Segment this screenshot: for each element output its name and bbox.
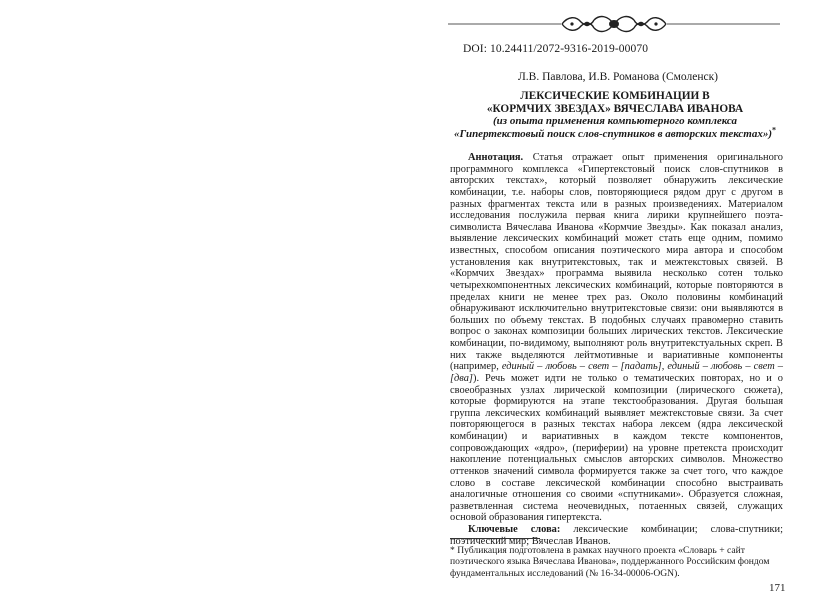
header-ornament: [448, 12, 780, 36]
footnote-divider: [450, 538, 540, 539]
abstract-paragraph: [450, 152, 783, 524]
authors: Л.В. Павлова, И.В. Романова (Смоленск): [518, 71, 719, 83]
abstract-label: Аннотация.: [468, 152, 524, 163]
abstract-example: единый – любовь – свет – [падать], единый – любовь – свет – [два]: [450, 361, 783, 384]
subtitle-line-2-text: «Гипертекстовый поиск слов-спутников в авторских текстах»): [454, 127, 772, 140]
abstract: [450, 152, 783, 547]
keywords-paragraph: [450, 524, 783, 547]
footnote-mark: *: [450, 545, 455, 556]
subtitle-line-1: (из опыта применения компьютерного комплекса: [493, 115, 737, 127]
title-footnote-mark: *: [771, 124, 776, 134]
abstract-text-part2: ). Речь может идти не только о тематических повторах, но и о своеобразных узлах лирической композиции (лирического сюжета), которые формируются на этапе текстообразования. Другая большая группа лексических комбинаций выявляет межтекстовые связи. За счет повторяющегося в разных текстах набора лексем (ядра лексической комбинации) и вариативных в каждом тексте компонентов, сопровождающих «ядро», (периферии) на уровне претекста происходит накопление потенциальных смыслов авторских символов. Множество оттенков значений символа формируется также за счет того, что каждое слово в составе лексической комбинации способно выстраивать аналогичные отношения со своими «спутниками». Образуется сложная, разветвленная система неочевидных, потаенных связей, служащих основой образования гипертекста.: [450, 372, 783, 524]
footnote-text: Публикация подготовлена в рамках научного проекта «Словарь + сайт поэтического языка Вячеслава Иванова», поддержанного Российским фондом фундаментальных исследований (№ 16-34-00006-OGN).: [450, 545, 770, 579]
title-line-1: ЛЕКСИЧЕСКИЕ КОМБИНАЦИИ В: [520, 90, 710, 102]
footnote-paragraph: [450, 545, 770, 579]
page-number: 171: [769, 582, 786, 594]
doi: DOI: 10.24411/2072-9316-2019-00070: [463, 43, 649, 55]
subtitle-line-2: [450, 124, 780, 141]
title-block: [450, 90, 780, 140]
footnote: [450, 545, 770, 579]
abstract-text-part1: Статья отражает опыт применения оригинального программного комплекса «Гипертекстовый поиск слов-спутников в авторских текстах», который позволяет обнаружить лексические комбинации, т.е. наборы слов, повторяющиеся рядом друг с другом в разных фрагментах текста или в разных произведениях. Материалом исследования послужила первая книга лирики крупнейшего поэта-символиста Вячеслава Иванова «Кормчие Звезды». Как показал анализ, выявление лексических комбинаций может стать еще одним, помимо известных, способом описания поэтического мира автора и способом установления как внутритекстовых, так и межтекстовых связей. В «Кормчих Звездах» программа выявила несколько сотен только четырехкомпонентных лексических комбинаций, которые повторяются в пределах книги не менее трех раз. Около половины комбинаций обнаруживают исключительно внутритекстовые связи: они выявляются в больших по объему текстах. В подобных случаях правомерно ставить вопрос о законах композиции больших лирических текстов. Лексические комбинации, по-видимому, выполняют роль внутритекстуальных скреп. В них также выделяются лейтмотивные и вариативные компоненты (например,: [450, 152, 783, 373]
title-line-2: «КОРМЧИХ ЗВЕЗДАХ» ВЯЧЕСЛАВА ИВАНОВА: [486, 102, 744, 115]
keywords-text: лексические комбинации; слова-спутники; поэтический мир; Вячеслав Иванов.: [450, 524, 783, 547]
keywords-label: Ключевые слова:: [468, 524, 561, 535]
